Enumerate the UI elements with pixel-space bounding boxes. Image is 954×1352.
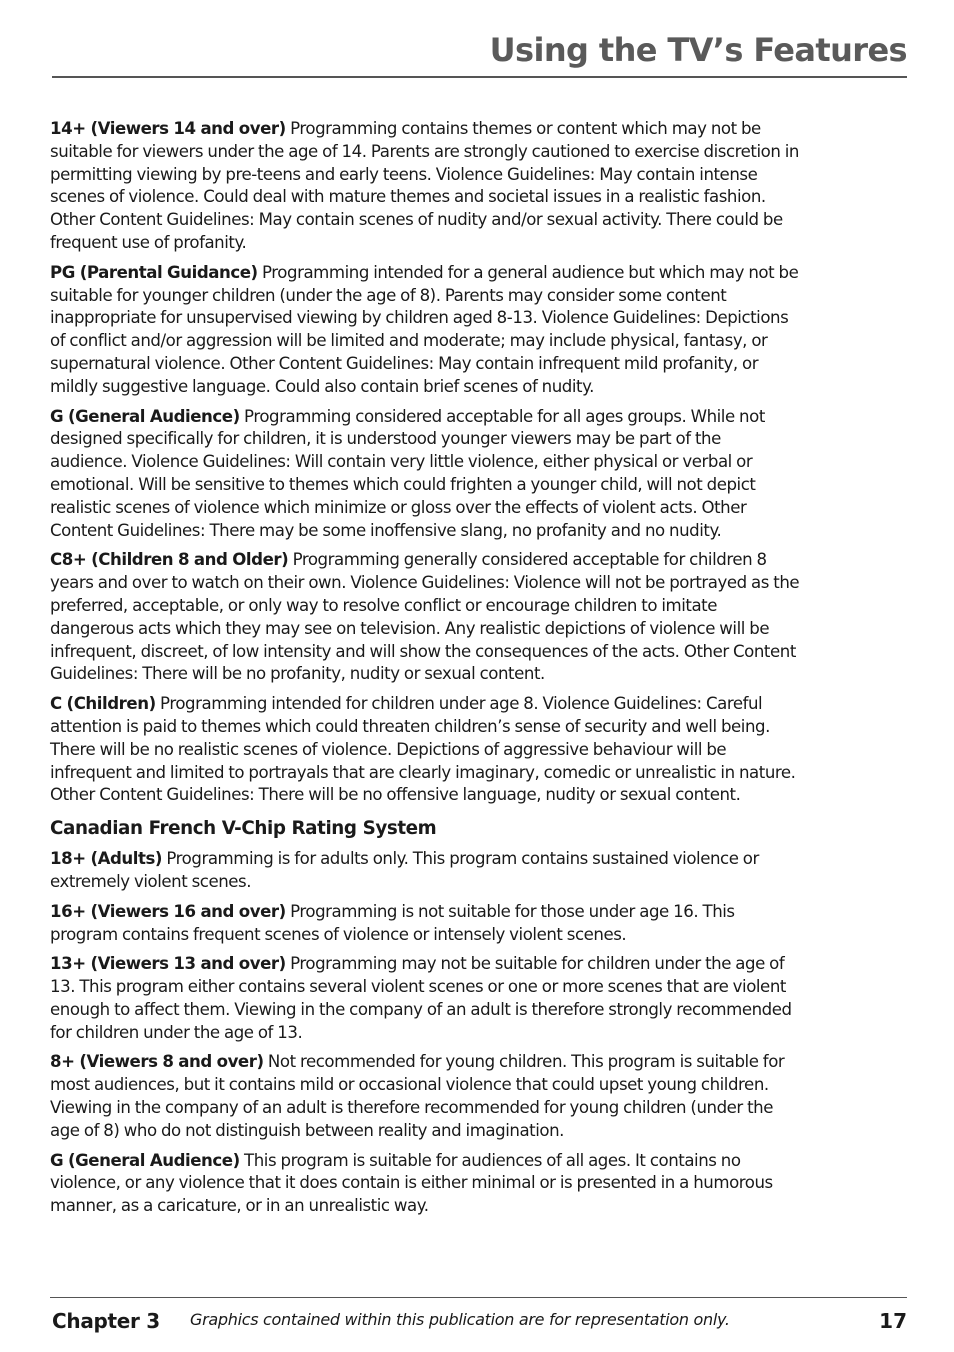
rating-fr-18-plus xyxy=(50,848,802,894)
rating-c8-plus xyxy=(50,549,802,686)
rating-g xyxy=(50,406,802,543)
rating-description: Programming considered acceptable for all ages groups. While not designed specifically for children, it is understood younger viewers may be part of the audience. Violence Guidelines: Will contain very little violence, either physical or verbal or emotional. Will be sensitive to themes which could frighten a younger child, will not depict realistic scenes of violence which minimize or gloss over the effects of violent acts. Other Content Guidelines: There may be some inoffensive slang, no profanity and no nudity. xyxy=(50,406,765,540)
footer-disclaimer: Graphics contained within this publication are for representation only. xyxy=(190,1310,730,1329)
rating-term: G (General Audience) xyxy=(50,406,240,426)
rating-term: C8+ (Children 8 and Older) xyxy=(50,550,289,570)
rating-fr-16-plus xyxy=(50,901,802,947)
page-number: 17 xyxy=(879,1309,907,1333)
rating-term: 8+ (Viewers 8 and over) xyxy=(50,1052,264,1072)
rating-term: G (General Audience) xyxy=(50,1150,240,1170)
rating-description: Programming contains themes or content which may not be suitable for viewers under the age of 14. Parents are strongly cautioned to exercise discretion in permitting viewing by pre-teens and early teens. Violence Guidelines: May contain intense scenes of violence. Could deal with mature themes and societal issues in a realistic fashion. Other Content Guidelines: May contain scenes of nudity and/or sexual activity. There could be frequent use of profanity. xyxy=(50,119,799,252)
rating-term: 16+ (Viewers 16 and over) xyxy=(50,901,286,921)
rating-fr-g xyxy=(50,1150,802,1218)
page-content xyxy=(50,118,802,1225)
rating-term: 13+ (Viewers 13 and over) xyxy=(50,954,286,974)
page-title: Using the TV’s Features xyxy=(489,31,907,69)
rating-description: This program is suitable for audiences of all ages. It contains no violence, or any violence that it does contain is either minimal or is presented in a humorous manner, as a caricature, or in an unrealistic way. xyxy=(50,1150,773,1216)
rating-term: 18+ (Adults) xyxy=(50,849,163,869)
section-heading-french: Canadian French V-Chip Rating System xyxy=(50,818,437,840)
rating-term: PG (Parental Guidance) xyxy=(50,262,258,282)
rating-description: Programming may not be suitable for children under the age of 13. This program either contains several violent scenes or one or more scenes that are violent enough to affect them. Viewing in the company of an adult is therefore strongly recommended for children under the age of 13. xyxy=(50,954,792,1042)
chapter-label: Chapter 3 xyxy=(52,1309,160,1333)
page-header xyxy=(52,28,907,78)
page-footer xyxy=(50,1297,907,1338)
rating-c xyxy=(50,693,802,807)
rating-fr-8-plus xyxy=(50,1051,802,1142)
rating-14-plus xyxy=(50,118,802,255)
rating-description: Not recommended for young children. This program is suitable for most audiences, but it contains mild or occasional violence that could upset young children. Viewing in the company of an adult is therefore recommended for young children (under the age of 8) who do not distinguish between reality and imagination. xyxy=(50,1052,785,1140)
rating-description: Programming is for adults only. This program contains sustained violence or extremely violent scenes. xyxy=(50,849,759,891)
rating-term: 14+ (Viewers 14 and over) xyxy=(50,119,286,138)
rating-description: Programming is not suitable for those under age 16. This program contains frequent scenes of violence or intensely violent scenes. xyxy=(50,901,735,944)
rating-description: Programming generally considered acceptable for children 8 years and over to watch on their own. Violence Guidelines: Violence will not be portrayed as the preferred, acceptable, or only way to resolve conflict or encourage children to imitate dangerous acts which they may see on television. Any realistic depictions of violence will be infrequent, discreet, of low intensity and will show the consequences of the acts. Other Content Guidelines: There will be no profanity, nudity or sexual content. xyxy=(50,550,800,684)
rating-description: Programming intended for a general audience but which may not be suitable for younger children (under the age of 8). Parents may consider some content inappropriate for unsupervised viewing by children aged 8-13. Violence Guidelines: Depictions of conflict and/or aggression will be limited and moderate; may include physical, fantasy, or supernatural violence. Other Content Guidelines: May contain infrequent mild profanity, or mildly suggestive language. Could also contain brief scenes of nudity. xyxy=(50,262,799,396)
rating-term: C (Children) xyxy=(50,694,156,714)
rating-pg xyxy=(50,262,802,399)
rating-fr-13-plus xyxy=(50,953,802,1044)
rating-description: Programming intended for children under age 8. Violence Guidelines: Careful attention is paid to themes which could threaten children’s sense of security and well being. There will be no realistic scenes of violence. Depictions of aggressive behaviour will be infrequent and limited to portrayals that are clearly imaginary, comedic or unrealistic in nature. Other Content Guidelines: There will be no offensive language, nudity or sexual content. xyxy=(50,694,796,805)
